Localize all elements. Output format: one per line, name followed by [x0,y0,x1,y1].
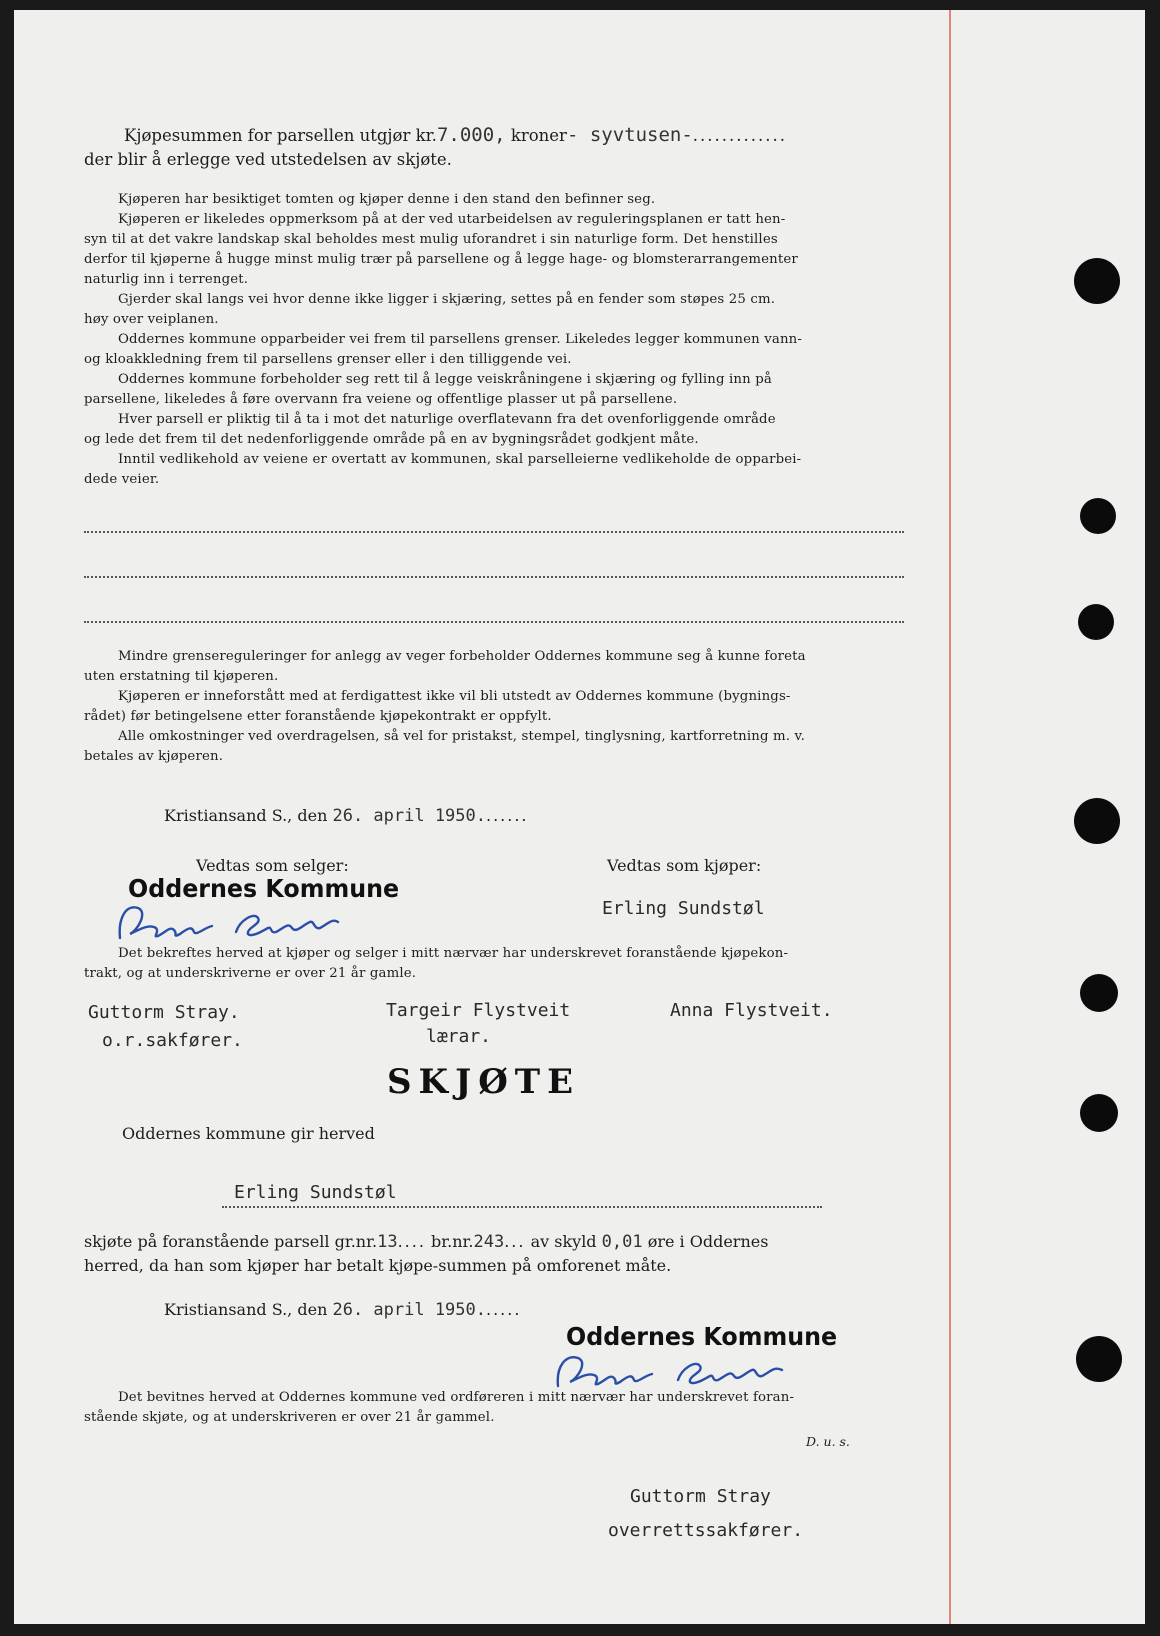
terms-line: syn til at det vakre landskap skal beholdes mest mulig uforandret i sin naturlige form. Det henstilles [84,232,778,247]
punch-hole [1080,1094,1118,1132]
terms2-line: Kjøperen er inneforstått med at ferdigattest ikke vil bli utstedt av Oddernes kommune (bygnings- [118,689,791,704]
br-label: br.nr. [431,1232,474,1251]
br-nr: 243 [473,1232,505,1252]
skyld-label: av skyld [530,1232,597,1251]
buyer-label: Vedtas som kjøper: [607,856,762,875]
seller-label: Vedtas som selger: [196,856,349,875]
document-page [14,10,1145,1624]
punch-hole [1074,798,1120,844]
witness-1-title: o.r.sakfører. [102,1030,243,1051]
buyer-name: Erling Sundstøl [602,898,765,919]
punch-hole [1080,498,1116,534]
margin-line [949,10,951,1624]
witness-3-name: Anna Flystveit. [670,1000,833,1021]
terms-line: Hver parsell er pliktig til å ta i mot det naturlige overflatevann fra det ovenforliggende område [118,412,776,427]
terms-line: naturlig inn i terrenget. [84,272,249,287]
terms-line: og kloakkledning frem til parsellens grenser eller i den tilliggende vei. [84,352,572,367]
deed-title: SKJØTE [387,1062,581,1102]
witness-2-name: Targeir Flystveit [386,1000,571,1021]
gr-nr: 13 [377,1232,398,1252]
punch-hole [1076,1336,1122,1382]
terms-line: Kjøperen er likeledes oppmerksom på at der ved utarbeidelsen av reguleringsplanen er tatt hen- [118,212,786,227]
price-mid: kroner [510,126,567,145]
terms2-line: rådet) før betingelsene etter foranstående kjøpekontrakt er oppfylt. [84,709,552,724]
price-prefix: Kjøpesummen for parsellen utgjør kr. [124,126,437,145]
punch-hole [1080,974,1118,1012]
terms2-line: Alle omkostninger ved overdragelsen, så vel for pristakst, stempel, tinglysning, kartforretning m. v. [118,729,805,744]
contract-date-value: 26. april 1950. [332,806,486,826]
price-words: - syvtusen- [566,124,693,146]
attestation-line: Det bevitnes herved at Oddernes kommune ved ordføreren i mitt nærvær har underskrevet foran- [118,1390,795,1405]
blank-line [84,621,904,623]
attestation-signer-title: overrettssakfører. [608,1520,804,1541]
terms-line: parsellene, likeledes å føre overvann fra veiene og offentlige plasser ut på parsellene. [84,392,678,407]
parcel-line-2: herred, da han som kjøper har betalt kjøpe-summen på omforenet måte. [84,1256,672,1275]
price-line-2: der blir å erlegge ved utstedelsen av skjøte. [84,150,452,169]
witness-2-title: lærar. [426,1026,492,1047]
blank-line [84,576,904,578]
price-amount: 7.000, [436,124,506,146]
contract-date-prefix: Kristiansand S., den [164,806,328,825]
terms-line: høy over veiplanen. [84,312,219,327]
grantee-underline [222,1206,822,1208]
witness-1-name: Guttorm Stray. [88,1002,240,1023]
terms2-line: Mindre grensereguleringer for anlegg av veger forbeholder Oddernes kommune seg å kunne foreta [118,649,806,664]
terms-line: Oddernes kommune forbeholder seg rett til å legge veiskråningene i skjæring og fylling inn på [118,372,772,387]
attestation-signer-name: Guttorm Stray [630,1486,771,1507]
deed-date-prefix: Kristiansand S., den [164,1300,328,1319]
terms-line: og lede det frem til det nedenforliggende område på en av bygningsrådet godkjent måte. [84,432,699,447]
deed-grant-line: Oddernes kommune gir herved [122,1124,375,1143]
terms2-line: uten erstatning til kjøperen. [84,669,279,684]
parcel-suffix: øre i Oddernes [647,1232,769,1251]
seller-signature [108,898,368,950]
deed-grantee: Erling Sundstøl [234,1182,397,1203]
terms-line: Gjerder skal langs vei hvor denne ikke ligger i skjæring, settes på en fender som støpes 25 cm. [118,292,776,307]
attestation-line: stående skjøte, og at underskriveren er over 21 år gammel. [84,1410,495,1425]
terms2-line: betales av kjøperen. [84,749,224,764]
parcel-prefix: skjøte på foranstående parsell gr.nr. [84,1232,378,1251]
terms-line: derfor til kjøperne å hugge minst mulig trær på parsellene og å legge hage- og blomsterarrangementer [84,252,798,267]
skyld-value: 0,01 [601,1232,643,1252]
price-line-1: Kjøpesummen for parsellen utgjør kr.7.000, kroner- syvtusen-............. [124,124,787,146]
deed-date: Kristiansand S., den 26. april 1950...... [164,1300,522,1320]
contract-date: Kristiansand S., den 26. april 1950....... [164,806,529,826]
seller-stamp: Oddernes Kommune [128,874,400,903]
punch-hole [1078,604,1114,640]
terms-line: Kjøperen har besiktiget tomten og kjøper denne i den stand den befinner seg. [118,192,656,207]
dus-note: D. u. s. [806,1434,850,1449]
deed-stamp: Oddernes Kommune [566,1322,838,1351]
punch-hole [1074,258,1120,304]
terms-line: Oddernes kommune opparbeider vei frem til parsellens grenser. Likeledes legger kommunen vann- [118,332,803,347]
terms-line: dede veier. [84,472,160,487]
blank-line [84,531,904,533]
parcel-line-1: skjøte på foranstående parsell gr.nr.13.... br.nr.243... av skyld 0,01 øre i Oddernes [84,1232,769,1252]
witness-statement-line: trakt, og at underskriverne er over 21 år gamle. [84,966,417,981]
witness-statement-line: Det bekreftes herved at kjøper og selger i mitt nærvær har underskrevet foranstående kjøpekon- [118,946,789,961]
deed-date-value: 26. april 1950. [332,1300,486,1320]
terms-line: Inntil vedlikehold av veiene er overtatt av kommunen, skal parselleierne vedlikeholde de opparbei- [118,452,802,467]
